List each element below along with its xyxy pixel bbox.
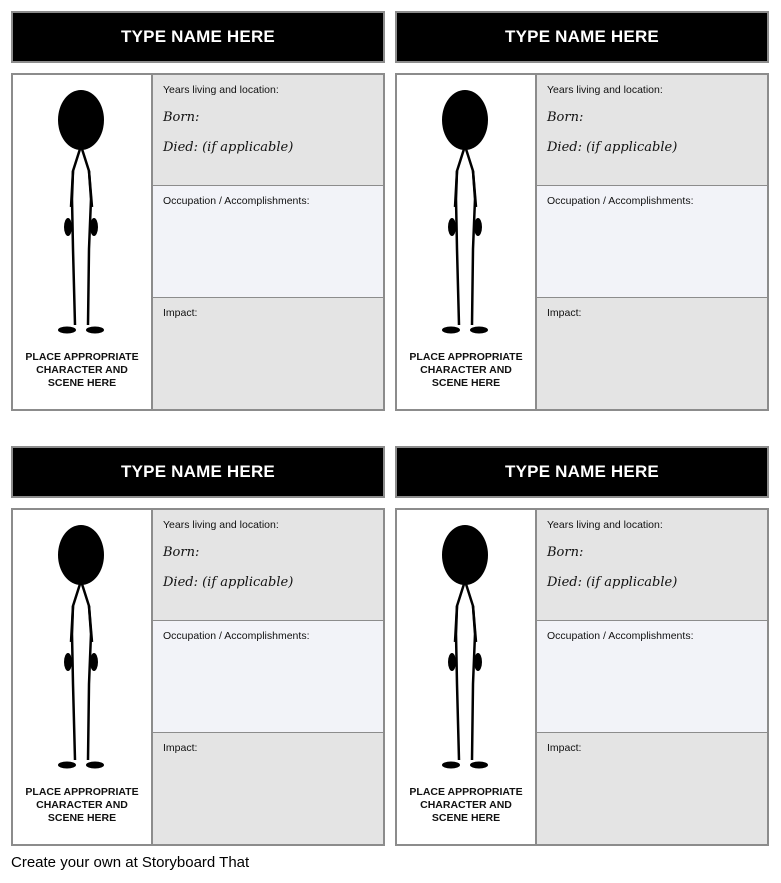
occupation-section[interactable] <box>537 621 767 733</box>
occupation-label: Occupation / Accomplishments: <box>163 195 310 207</box>
died-field[interactable]: Died: (if applicable) <box>547 140 678 155</box>
name-title-bar[interactable] <box>395 11 769 63</box>
years-label: Years living and location: <box>547 519 663 531</box>
stick-figure-icon <box>51 89 115 339</box>
scene-caption: PLACE APPROPRIATE CHARACTER AND SCENE HERE <box>25 786 139 824</box>
died-field[interactable]: Died: (if applicable) <box>547 575 678 590</box>
died-field[interactable]: Died: (if applicable) <box>163 140 294 155</box>
occupation-section[interactable] <box>537 186 767 298</box>
scene-caption: PLACE APPROPRIATE CHARACTER AND SCENE HERE <box>25 351 139 389</box>
died-field[interactable]: Died: (if applicable) <box>163 575 294 590</box>
born-field[interactable]: Born: <box>163 545 200 560</box>
stick-figure-icon <box>435 89 499 339</box>
stick-figure-icon <box>435 524 499 774</box>
name-title[interactable]: TYPE NAME HERE <box>121 27 275 46</box>
occupation-label: Occupation / Accomplishments: <box>547 630 694 642</box>
years-label: Years living and location: <box>163 519 279 531</box>
impact-label: Impact: <box>163 307 198 319</box>
born-field[interactable]: Born: <box>163 110 200 125</box>
card-body <box>11 508 385 846</box>
stick-figure-icon <box>51 524 115 774</box>
impact-label: Impact: <box>163 742 198 754</box>
card-body <box>395 508 769 846</box>
name-title[interactable]: TYPE NAME HERE <box>505 27 659 46</box>
character-panel[interactable] <box>13 510 153 844</box>
impact-section[interactable] <box>537 733 767 844</box>
occupation-label: Occupation / Accomplishments: <box>547 195 694 207</box>
card-body <box>395 73 769 411</box>
years-label: Years living and location: <box>163 84 279 96</box>
impact-section[interactable] <box>537 298 767 409</box>
scene-caption: PLACE APPROPRIATE CHARACTER AND SCENE HERE <box>409 351 523 389</box>
impact-label: Impact: <box>547 307 582 319</box>
years-label: Years living and location: <box>547 84 663 96</box>
name-title-bar[interactable] <box>11 11 385 63</box>
years-section[interactable] <box>153 510 383 621</box>
born-field[interactable]: Born: <box>547 545 584 560</box>
character-panel[interactable] <box>13 75 153 409</box>
impact-section[interactable] <box>153 733 383 844</box>
occupation-section[interactable] <box>153 621 383 733</box>
name-title[interactable]: TYPE NAME HERE <box>121 462 275 481</box>
impact-label: Impact: <box>547 742 582 754</box>
character-panel[interactable] <box>397 510 537 844</box>
name-title-bar[interactable] <box>11 446 385 498</box>
years-section[interactable] <box>537 75 767 186</box>
occupation-section[interactable] <box>153 186 383 298</box>
occupation-label: Occupation / Accomplishments: <box>163 630 310 642</box>
name-title[interactable]: TYPE NAME HERE <box>505 462 659 481</box>
name-title-bar[interactable] <box>395 446 769 498</box>
character-panel[interactable] <box>397 75 537 409</box>
years-section[interactable] <box>153 75 383 186</box>
scene-caption: PLACE APPROPRIATE CHARACTER AND SCENE HERE <box>409 786 523 824</box>
impact-section[interactable] <box>153 298 383 409</box>
born-field[interactable]: Born: <box>547 110 584 125</box>
years-section[interactable] <box>537 510 767 621</box>
card-body <box>11 73 385 411</box>
footer-link[interactable]: Create your own at Storyboard That <box>11 854 250 871</box>
